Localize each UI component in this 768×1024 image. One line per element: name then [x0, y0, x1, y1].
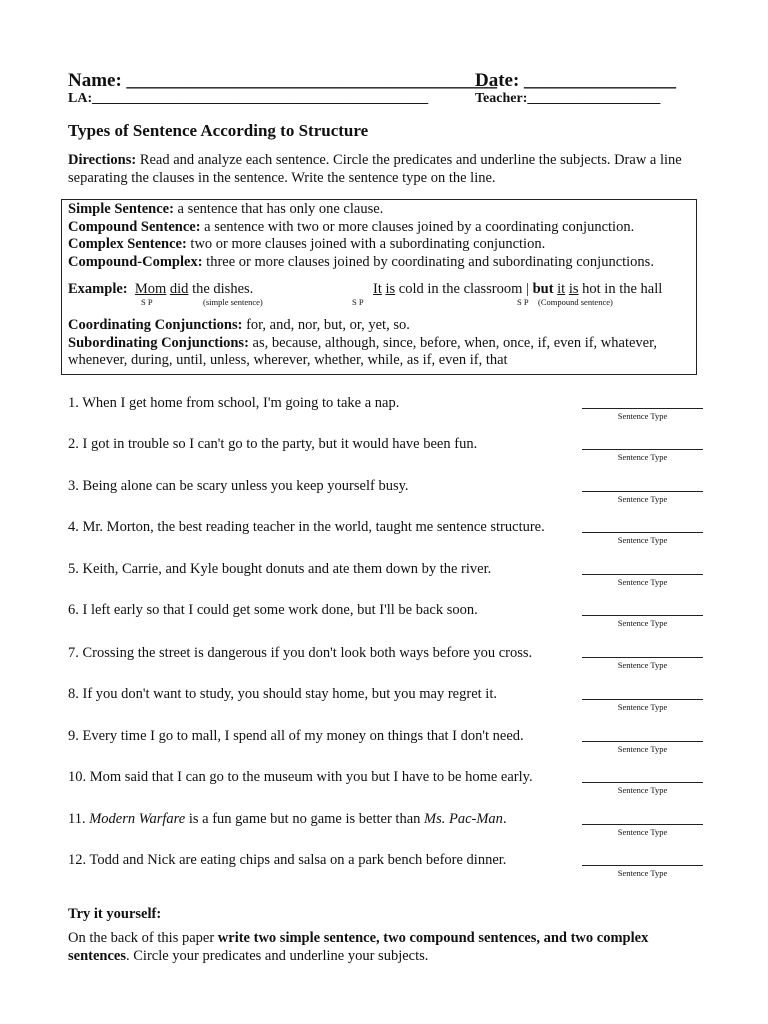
example2-sp-markers-1: S P	[352, 297, 364, 307]
answer-line-6[interactable]	[582, 615, 703, 616]
definition-compound-complex	[68, 254, 654, 272]
sentence-type-label: Sentence Type	[617, 494, 668, 504]
try-it-tail: . Circle your predicates and underline your subjects.	[126, 947, 429, 964]
subordinating-label: Subordinating Conjunctions:	[68, 334, 249, 351]
definition-term: Simple Sentence:	[68, 201, 174, 217]
example1-rest: the dishes.	[188, 281, 254, 297]
definition-text: three or more clauses joined by coordinating and subordinating conjunctions.	[202, 253, 654, 270]
sentence-type-label: Sentence Type	[617, 660, 668, 670]
question-9: 9. Every time I go to mall, I spend all of my money on things that I don't need.	[68, 728, 524, 744]
la-field-label: LA:________________________________________________	[68, 91, 429, 106]
definition-text: a sentence that has only one clause.	[173, 201, 384, 217]
example1-sp-markers: S P	[141, 297, 153, 307]
answer-line-3[interactable]	[582, 491, 703, 492]
date-field-label: Date: ________________	[475, 70, 677, 91]
example-label: Example:	[68, 281, 128, 297]
sentence-type-label: Sentence Type	[617, 452, 668, 462]
subordinating-conjunctions	[68, 335, 657, 353]
game-title-1: Modern Warfare	[89, 811, 186, 827]
sentence-type-label: Sentence Type	[617, 868, 668, 878]
definition-compound	[68, 219, 634, 237]
sentence-type-label: Sentence Type	[617, 785, 668, 795]
example2-middle: cold in the classroom |	[395, 281, 533, 297]
teacher-field-label: Teacher:___________________	[475, 91, 661, 106]
question-11-end: .	[502, 811, 507, 827]
coordinating-list: for, and, nor, but, or, yet, so.	[242, 317, 410, 333]
try-it-heading: Try it yourself:	[68, 906, 162, 922]
directions	[68, 152, 693, 187]
subordinating-list-1: as, because, although, since, before, when, once, if, even if, whatever,	[248, 334, 657, 351]
example2-sentence	[373, 281, 662, 299]
answer-line-8[interactable]	[582, 699, 703, 700]
answer-line-5[interactable]	[582, 574, 703, 575]
example2-predicate2: is	[568, 281, 579, 297]
question-11-number: 11.	[68, 811, 90, 827]
question-4: 4. Mr. Morton, the best reading teacher in the world, taught me sentence structure.	[68, 519, 545, 535]
answer-line-12[interactable]	[582, 865, 703, 866]
question-6: 6. I left early so that I could get some work done, but I'll be back soon.	[68, 602, 478, 618]
example2-type: (Compound sentence)	[538, 297, 613, 307]
example1-type: (simple sentence)	[203, 297, 263, 307]
definition-term: Complex Sentence:	[68, 236, 187, 252]
example2-conjunction: but	[532, 281, 554, 297]
sentence-type-label: Sentence Type	[617, 411, 668, 421]
definition-complex	[68, 236, 545, 254]
example2-subject1: It	[373, 281, 382, 297]
question-5: 5. Keith, Carrie, and Kyle bought donuts and ate them down by the river.	[68, 561, 492, 577]
definition-text: two or more clauses joined with a subordinating conjunction.	[186, 236, 546, 252]
question-8: 8. If you don't want to study, you should stay home, but you may regret it.	[68, 686, 497, 702]
question-7: 7. Crossing the street is dangerous if you don't look both ways before you cross.	[68, 645, 533, 661]
question-1: 1. When I get home from school, I'm going to take a nap.	[68, 395, 400, 411]
directions-label: Directions:	[68, 152, 137, 168]
answer-line-10[interactable]	[582, 782, 703, 783]
sentence-type-label: Sentence Type	[617, 618, 668, 628]
sentence-type-label: Sentence Type	[617, 702, 668, 712]
definition-simple	[68, 201, 383, 219]
directions-text: Read and analyze each sentence. Circle the predicates and underline the subjects. Draw a line separating the clauses in the sentence. Write the sentence type on the line.	[68, 152, 682, 186]
example1-predicate: did	[169, 281, 189, 297]
example2-sp-markers-2: S P	[517, 297, 529, 307]
example1-subject: Mom	[134, 281, 167, 297]
example-label-line	[68, 281, 253, 299]
answer-line-11[interactable]	[582, 824, 703, 825]
answer-line-4[interactable]	[582, 532, 703, 533]
question-3: 3. Being alone can be scary unless you keep yourself busy.	[68, 478, 409, 494]
try-it-instructions	[68, 930, 698, 965]
definition-term: Compound Sentence:	[68, 218, 201, 235]
example2-subject2: it	[557, 281, 566, 297]
page-title: Types of Sentence According to Structure	[68, 121, 369, 140]
coordinating-label: Coordinating Conjunctions:	[68, 317, 243, 333]
sentence-type-label: Sentence Type	[617, 577, 668, 587]
try-it-bold: write two simple sentence, two compound sentences, and two complex sentences	[68, 930, 649, 964]
question-10: 10. Mom said that I can go to the museum with you but I have to be home early.	[68, 769, 533, 785]
sentence-type-label: Sentence Type	[617, 827, 668, 837]
try-it-lead: On the back of this paper	[68, 930, 218, 946]
subordinating-list-2: whenever, during, until, unless, wherever, whether, while, as if, even if, that	[68, 352, 508, 368]
question-2: 2. I got in trouble so I can't go to the party, but it would have been fun.	[68, 436, 478, 452]
definitions-box	[61, 199, 697, 375]
question-12: 12. Todd and Nick are eating chips and salsa on a park bench before dinner.	[68, 852, 507, 868]
coordinating-conjunctions	[68, 317, 410, 335]
name-field-label: Name: _______________________________________	[68, 70, 498, 91]
answer-line-7[interactable]	[582, 657, 703, 658]
question-11	[68, 811, 507, 828]
example2-predicate1: is	[385, 281, 396, 297]
example2-rest: hot in the hall	[578, 281, 663, 297]
definition-term: Compound-Complex:	[68, 253, 203, 270]
definition-text: a sentence with two or more clauses joined by a coordinating conjunction.	[200, 218, 635, 235]
answer-line-2[interactable]	[582, 449, 703, 450]
question-11-middle: is a fun game but no game is better than	[185, 811, 425, 827]
answer-line-1[interactable]	[582, 408, 703, 409]
answer-line-9[interactable]	[582, 741, 703, 742]
game-title-2: Ms. Pac-Man	[424, 811, 503, 827]
sentence-type-label: Sentence Type	[617, 535, 668, 545]
sentence-type-label: Sentence Type	[617, 744, 668, 754]
